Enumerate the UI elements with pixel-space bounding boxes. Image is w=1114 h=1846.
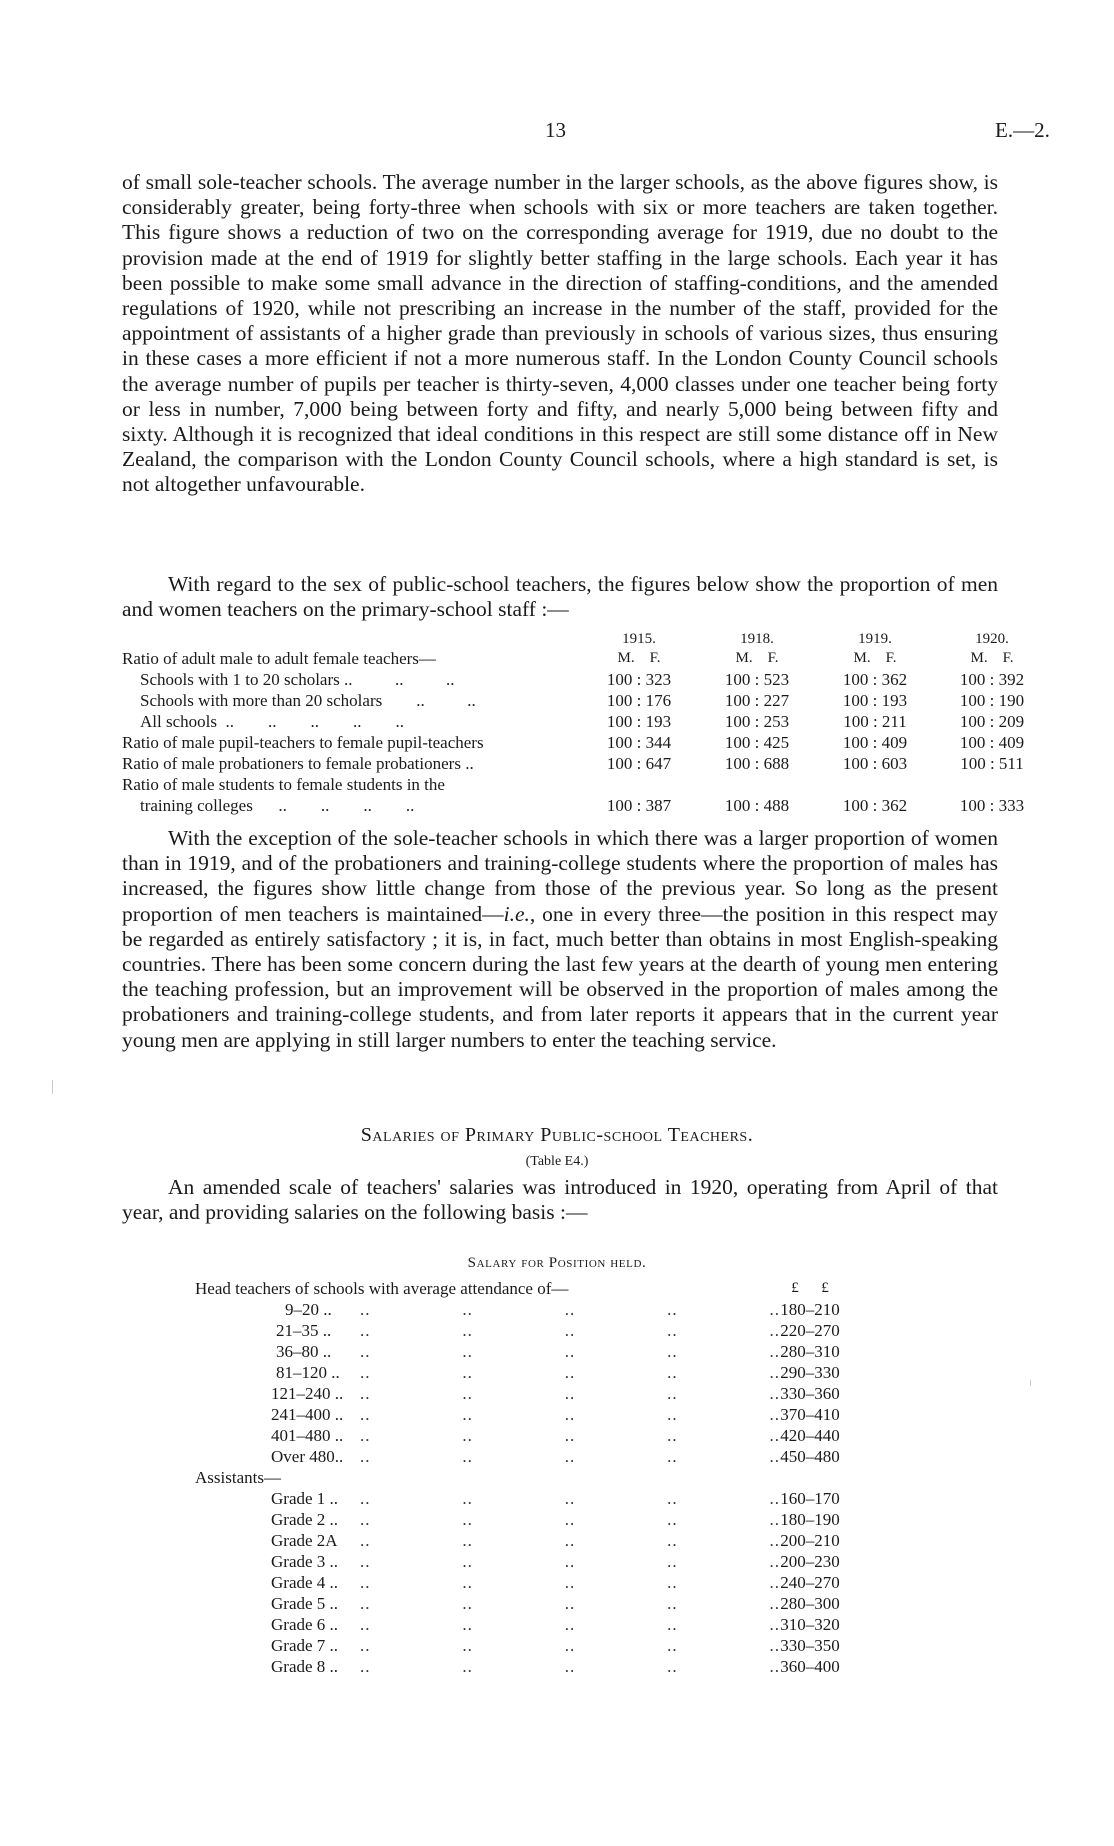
leader-dots: .. .. .. .. .. xyxy=(360,1657,780,1676)
paragraph-text: With regard to the sex of public-school teachers, the figures below show the proportion of men and women teachers on the primary-school staff :— xyxy=(122,572,998,622)
attendance-range: 81–120 .. xyxy=(276,1363,340,1382)
leader-dots: .. .. .. .. .. xyxy=(360,1384,780,1403)
salary-range: 200–230 xyxy=(780,1552,840,1571)
head-teachers-label: Head teachers of schools with average attendance of— xyxy=(195,1279,569,1298)
table-row xyxy=(195,1320,895,1341)
leader-dots: .. .. .. .. .. xyxy=(360,1510,780,1529)
table-row xyxy=(122,732,1025,753)
ratio-value: 100 : 362 xyxy=(842,670,908,689)
assistant-grade: Grade 7 .. xyxy=(271,1636,339,1655)
leader-dots: .. .. .. .. .. xyxy=(360,1552,780,1571)
table-row xyxy=(195,1341,895,1362)
assistant-grade: Grade 8 .. xyxy=(271,1657,339,1676)
table-row xyxy=(195,1362,895,1383)
leader-dots: .. .. .. .. .. xyxy=(360,1489,780,1508)
leader-dots: .. .. .. .. .. xyxy=(360,1573,780,1592)
ratio-value: 100 : 488 xyxy=(724,796,790,815)
ratio-value: 100 : 253 xyxy=(724,712,790,731)
table-row xyxy=(195,1614,895,1635)
mf-header: M. F. xyxy=(735,650,779,666)
table-row xyxy=(122,690,1025,711)
row-label: Ratio of male pupil-teachers to female pupil-teachers xyxy=(122,733,484,752)
assistant-grade: Grade 1 .. xyxy=(271,1489,339,1508)
table-year-header xyxy=(122,631,1009,648)
salary-table-heading: Salary for Position held. xyxy=(467,1255,647,1271)
table-row xyxy=(122,711,1025,732)
table-row xyxy=(122,753,1024,774)
document-reference: E.—2. xyxy=(995,118,1050,142)
ratio-value: 100 : 344 xyxy=(606,733,672,752)
row-label: All schools .. .. .. .. .. xyxy=(140,712,404,731)
table-row xyxy=(122,669,1025,690)
ratio-value: 100 : 193 xyxy=(842,691,908,710)
table-row xyxy=(195,1467,895,1488)
row-group-label: Ratio of adult male to adult female teachers— xyxy=(122,649,436,668)
table-row xyxy=(195,1572,895,1593)
salary-range: 220–270 xyxy=(780,1321,840,1340)
year-1920: 1920. xyxy=(975,631,1009,647)
ratio-value: 100 : 523 xyxy=(724,670,790,689)
page-header xyxy=(0,118,1114,148)
table-row xyxy=(195,1425,895,1446)
assistant-grade: Grade 2 .. xyxy=(271,1510,339,1529)
assistant-grade: Grade 3 .. xyxy=(271,1552,339,1571)
table-row xyxy=(195,1278,895,1299)
scan-margin-mark xyxy=(1030,1380,1031,1386)
salary-range: 180–210 xyxy=(780,1300,840,1319)
leader-dots: .. .. .. .. .. xyxy=(360,1447,780,1466)
assistant-grade: Grade 2A xyxy=(271,1531,338,1550)
paragraph-salary-scale xyxy=(122,1175,998,1225)
table-row xyxy=(195,1593,895,1614)
salary-range: 450–480 xyxy=(780,1447,840,1466)
ratio-value: 100 : 387 xyxy=(606,796,672,815)
table-row xyxy=(122,795,1025,816)
salary-table xyxy=(195,1278,895,1677)
row-label: training colleges .. .. .. .. xyxy=(140,796,415,815)
table-row xyxy=(195,1446,895,1467)
leader-dots: .. .. .. .. .. xyxy=(360,1300,780,1319)
attendance-range: 121–240 .. xyxy=(271,1384,344,1403)
assistants-label: Assistants— xyxy=(195,1468,281,1487)
leader-dots: .. .. .. .. .. xyxy=(360,1615,780,1634)
paragraph-ratio-commentary xyxy=(122,826,998,1053)
ratio-value: 100 : 211 xyxy=(843,712,907,731)
table-reference: (Table E4.) xyxy=(525,1154,589,1169)
table-row xyxy=(195,1656,895,1677)
leader-dots: .. .. .. .. .. xyxy=(360,1636,780,1655)
salary-range: 290–330 xyxy=(780,1363,840,1382)
ratio-value: 100 : 323 xyxy=(606,670,672,689)
ratio-value: 100 : 227 xyxy=(724,691,790,710)
row-label: Schools with more than 20 scholars .. .. xyxy=(140,691,476,710)
ratio-value: 100 : 193 xyxy=(606,712,672,731)
table-row xyxy=(122,774,1002,795)
ratio-value: 100 : 409 xyxy=(959,733,1025,752)
row-label: Ratio of male probationers to female probationers .. xyxy=(122,754,474,773)
ratio-value: 100 : 333 xyxy=(959,796,1025,815)
paragraph-text: of small sole-teacher schools. The average number in the larger schools, as the above figures show, is considerably greater, being forty-three when schools with six or more teachers are taken together. This figure shows a reduction of two on the corresponding average for 1919, due no doubt to the provision made at the end of 1919 for slightly better staffing in the large schools. Each year it has been possible to make some small advance in the direction of staffing-conditions, and the amended regulations of 1920, while not prescribing an increase in the number of the staff, provided for the appointment of assistants of a higher grade than previously in schools of various sizes, thus ensuring in these cases a more efficient if not a more numerous staff. In the London County Council schools the average number of pupils per teacher is thirty-seven, 4,000 classes under one teacher being forty or less in number, 7,000 being between forty and fifty, and nearly 5,000 being between fifty and sixty. Although it is recognized that ideal conditions in this respect are still some distance off in New Zealand, the comparison with the London County Council schools, where a high standard is set, is not altogether unfavourable. xyxy=(122,170,998,497)
assistant-grade: Grade 6 .. xyxy=(271,1615,339,1634)
mf-header: M. F. xyxy=(617,650,661,666)
leader-dots: .. .. .. .. .. xyxy=(360,1405,780,1424)
leader-dots: .. .. .. .. .. xyxy=(360,1321,780,1340)
paragraph-text: An amended scale of teachers' salaries was introduced in 1920, operating from April of that year, and providing salaries on the following basis :— xyxy=(122,1175,998,1225)
scan-margin-mark xyxy=(52,1080,53,1094)
mf-header: M. F. xyxy=(853,650,897,666)
year-1918: 1918. xyxy=(740,631,774,647)
attendance-range: 36–80 .. xyxy=(276,1342,332,1361)
ratio-value: 100 : 392 xyxy=(959,670,1025,689)
salary-range: 200–210 xyxy=(780,1531,840,1550)
ratio-value: 100 : 688 xyxy=(724,754,790,773)
attendance-range: Over 480.. xyxy=(271,1447,344,1466)
ratio-value: 100 : 409 xyxy=(842,733,908,752)
section-heading: Salaries of Primary Public-school Teachers. xyxy=(360,1124,754,1146)
assistant-grade: Grade 5 .. xyxy=(271,1594,339,1613)
leader-dots: .. .. .. .. .. xyxy=(360,1342,780,1361)
paragraph-text-part: , one in every three—the position in this respect may be regarded as entirely satisfactory ; it is, in fact, much better than obtains in most English-speaking countries. There has been some concern during the last few years at the dearth of young men entering the teaching profession, but an improvement will be observed in the proportion of males among the probationers and training-college students, and from later reports it appears that in the current year young men are applying in still larger numbers to enter the teaching service. xyxy=(122,901,998,1052)
page-number: 13 xyxy=(545,118,566,142)
assistant-grade: Grade 4 .. xyxy=(271,1573,339,1592)
currency-header: £ £ xyxy=(791,1280,829,1296)
mf-header: M. F. xyxy=(970,650,1014,666)
row-label: Ratio of male students to female students in the xyxy=(122,775,445,794)
year-1915: 1915. xyxy=(622,631,656,647)
table-row xyxy=(122,648,1014,669)
salary-range: 370–410 xyxy=(780,1405,840,1424)
ratio-value: 100 : 362 xyxy=(842,796,908,815)
salary-range: 160–170 xyxy=(780,1489,840,1508)
leader-dots: .. .. .. .. .. xyxy=(360,1594,780,1613)
salary-range: 330–360 xyxy=(780,1384,840,1403)
leader-dots: .. .. .. .. .. xyxy=(360,1426,780,1445)
ratio-value: 100 : 209 xyxy=(959,712,1025,731)
table-row xyxy=(195,1383,895,1404)
salary-range: 330–350 xyxy=(780,1636,840,1655)
row-label: Schools with 1 to 20 scholars .. .. .. xyxy=(140,670,455,689)
year-1919: 1919. xyxy=(858,631,892,647)
table-row xyxy=(195,1488,895,1509)
salary-range: 360–400 xyxy=(780,1657,840,1676)
leader-dots: .. .. .. .. .. xyxy=(360,1531,780,1550)
italic-abbreviation: i.e. xyxy=(503,901,530,926)
ratio-value: 100 : 647 xyxy=(606,754,672,773)
attendance-range: 401–480 .. xyxy=(271,1426,344,1445)
salary-range: 310–320 xyxy=(780,1615,840,1634)
teacher-ratio-table xyxy=(122,631,1025,816)
attendance-range: 9–20 .. xyxy=(285,1300,332,1319)
table-row xyxy=(195,1299,895,1320)
attendance-range: 241–400 .. xyxy=(271,1405,344,1424)
ratio-value: 100 : 190 xyxy=(959,691,1025,710)
paragraph-text-part: With the exception of the sole-teacher schools in which there was a larger proportion of women than in 1919, and of the probationers and training-college students where the proportion of males has increased, the figures show little change from those of the previous year. So long as the present proportion of men teachers is maintained— xyxy=(122,826,998,926)
paragraph-sex-of-teachers xyxy=(122,572,998,622)
leader-dots: .. .. .. .. .. xyxy=(360,1363,780,1382)
paragraph-staffing xyxy=(122,170,998,498)
attendance-range: 21–35 .. xyxy=(276,1321,332,1340)
ratio-value: 100 : 511 xyxy=(960,754,1024,773)
ratio-value: 100 : 425 xyxy=(724,733,790,752)
table-row xyxy=(195,1509,895,1530)
table-row xyxy=(195,1404,895,1425)
table-row xyxy=(195,1530,895,1551)
ratio-value: 100 : 176 xyxy=(606,691,672,710)
salary-range: 240–270 xyxy=(780,1573,840,1592)
salary-range: 420–440 xyxy=(780,1426,840,1445)
salary-range: 280–310 xyxy=(780,1342,840,1361)
table-row xyxy=(195,1635,895,1656)
paragraph-text xyxy=(122,826,998,1053)
salary-range: 280–300 xyxy=(780,1594,840,1613)
table-row xyxy=(195,1551,895,1572)
salary-range: 180–190 xyxy=(780,1510,840,1529)
ratio-value: 100 : 603 xyxy=(842,754,908,773)
